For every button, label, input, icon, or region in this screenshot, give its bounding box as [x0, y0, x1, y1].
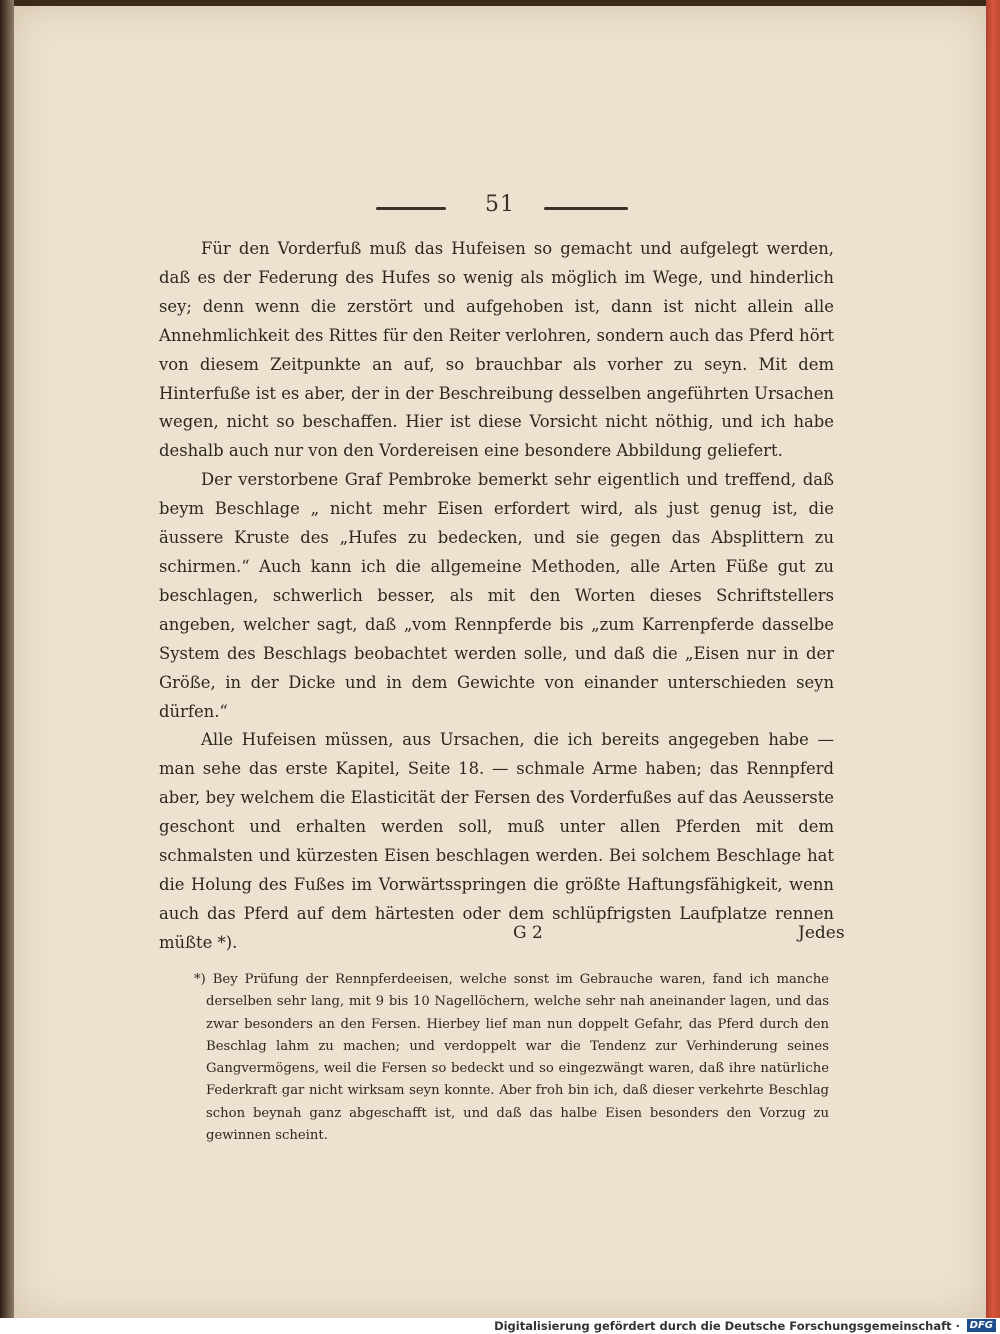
paragraph: Der verstorbene Graf Pembroke bemerkt sehr eigentlich und treffend, daß beym Beschlage „ nicht mehr Eisen erfordert wird, als just genug ist, die äussere Kruste des „Hufes zu bedecken, und sie gegen das Absplittern zu schirmen.“ Auch kann ich die allgemeine Methoden, alle Arten Füße gut zu beschlagen, schwerlich besser, als mit den Worten dieses Schriftstellers angeben, welcher sagt, daß „vom Rennpferde bis „zum Karrenpferde dasselbe System des Beschlags beobachtet werden solle, und daß die „Eisen nur in der Größe, in der Dicke und in dem Gewichte von einander unterschieden seyn dürfen.“: [159, 470, 834, 721]
body-text: [159, 235, 834, 958]
book-cover-edge: [986, 0, 1000, 1318]
book-page: [14, 6, 986, 1318]
dfg-logo: DFG: [967, 1319, 996, 1332]
footnote: [194, 969, 829, 1147]
page-number: 51: [485, 192, 515, 217]
header-rule-right: [544, 207, 628, 210]
signature-mark: G 2: [513, 923, 543, 943]
catchword: Jedes: [798, 923, 845, 943]
footnote-text: *) Bey Prüfung der Rennpferdeeisen, welche sonst im Gebrauche waren, fand ich manche derselben sehr lang, mit 9 bis 10 Nagellöchern, welche sehr nah aneinander lagen, und das zwar besonders an den Fersen. Hierbey lief man nun doppelt Gefahr, das Pferd durch den Beschlag lahm zu machen; und verdoppelt war die Tendenz zur Verhinderung seines Gangvermögens, weil die Fersen so bedeckt und so eingezwängt waren, daß ihre natürliche Federkraft gar nicht wirksam seyn konnte. Aber froh bin ich, daß dieser verkehrte Beschlag schon beynah ganz abgeschafft ist, und daß das halbe Eisen besonders den Vorzug zu gewinnen scheint.: [194, 972, 829, 1144]
book-spine-edge: [0, 0, 14, 1318]
paragraph: Für den Vorderfuß muß das Hufeisen so gemacht und aufgelegt werden, daß es der Federung des Hufes so wenig als möglich im Wege, und hinderlich sey; denn wenn die zerstört und aufgehoben ist, dann ist nicht allein alle Annehmlichkeit des Rittes für den Reiter verlohren, sondern auch das Pferd hört von diesem Zeitpunkte an auf, so brauchbar als vorher zu seyn. Mit dem Hinterfuße ist es aber, der in der Beschreibung desselben angeführten Ursachen wegen, nicht so beschaffen. Hier ist diese Vorsicht nicht nöthig, und ich habe deshalb auch nur von den Vordereisen eine besondere Abbildung geliefert.: [159, 239, 834, 461]
funding-credit: Digitalisierung gefördert durch die Deutsche Forschungsgemeinschaft ·: [494, 1319, 960, 1333]
paragraph: Alle Hufeisen müssen, aus Ursachen, die ich bereits angegeben habe — man sehe das erste Kapitel, Seite 18. — schmale Arme haben; das Rennpferd aber, bey welchem die Elasticität der Fersen des Vorderfußes auf das Aeusserste geschont und erhalten werden soll, muß unter allen Pferden mit dem schmalsten und kürzesten Eisen beschlagen werden. Bei solchem Beschlage hat die Holung des Fußes im Vorwärtsspringen die größte Haftungsfähigkeit, wenn auch das Pferd auf dem härtesten oder dem schlüpfrigsten Laufplatze rennen müßte *).: [159, 730, 834, 952]
